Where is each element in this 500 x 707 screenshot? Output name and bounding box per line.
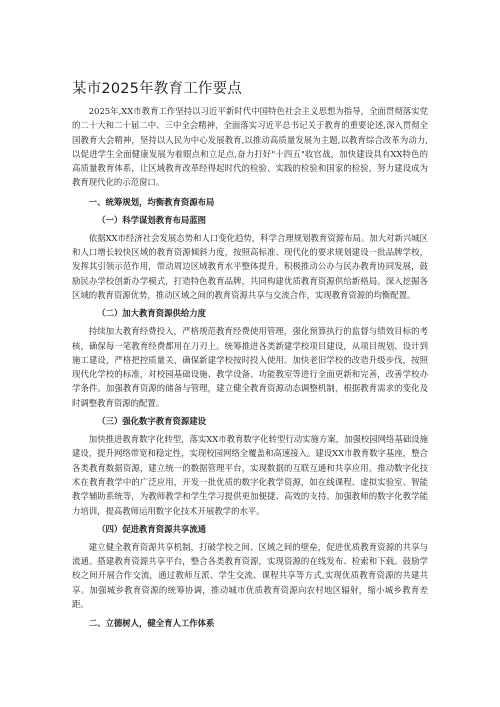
subsection-3-heading: （三）强化数字教育资源建设 <box>97 416 207 427</box>
subsection-3-paragraph: 加快推进教育数字化转型，落实XX市教育数字化转型行动实施方案，加强校园网络基础设施建设，提升网络带宽和稳定性，实现校园网络全覆盖和高速接入。建设XX市教育数字基座，整合各类教育数据资源，建立统一的数据管理平台，实现数据的互联互通和共享应用。推动数字化技术在教育教学中的广泛应用，开发一批优质的数字化教学资源，如在线课程、虚拟实验室、智能教学辅助系统等，为教师教学和学生学习提供更加便捷、高效的支持。加强教师的数字化教学能力培训，提高教师运用数字化技术开展教学的水平。 <box>72 434 428 516</box>
intro-paragraph: 2025年,XX市教育工作坚持以习近平新时代中国特色社会主义思想为指导，全面贯彻落实党的二十大和二十届二中、三中全会精神，全面落实习近平总书记关于教育的重要论述,深入贯彻全国教育大会精神，坚持以人民为中心发展教育,以推动高质量发展为主题,以教育综合改革为动力,以促进学生全面健康发展为着眼点和立足点,奋力打好"十四五"收官战，加快建设具有XX特色的高质量教育体系，让区域教育改革经得起时代的检验、实践的检验和国家的检验，努力建设成为教育现代化的示范窗口。 <box>72 106 428 188</box>
document-title: 某市2025年教育工作要点 <box>72 81 243 97</box>
subsection-1-heading: （一）科学谋划教育布局蓝图 <box>97 214 207 225</box>
subsection-1-paragraph: 依据XX市经济社会发展态势和人口变化趋势，科学合理规划教育资源布局。加大对新兴城区和人口增长较快区域的教育资源倾斜力度，按照高标准、现代化的要求规划建设一批品牌学校，发挥其引领示范作用，带动周边区域教育水平整体提升。积极推动公办与民办教育协同发展，鼓励民办学校创新办学模式，打造特色教育品牌，共同构建优质教育资源供给新格局。深入挖掘各区域的教育资源优势，推动区域之间的教育资源共享与交流合作，实现教育资源的均衡配置。 <box>72 232 428 300</box>
subsection-4-heading: （四）促进教育资源共享流通 <box>97 523 207 534</box>
subsection-4-paragraph: 建立健全教育资源共享机制，打破学校之间、区域之间的壁垒，促进优质教育资源的共享与流通。搭建教育资源共享平台，整合各类教育资源，实现资源的在线发布、检索和下载。鼓励学校之间开展合作交流，通过教师互派、学生交流、课程共享等方式,实现优质教育资源的共建共享。加强城乡教育资源的统筹协调，推动城市优质教育资源向农村地区辐射，缩小城乡教育差距。 <box>72 541 428 610</box>
document-body <box>72 104 428 635</box>
section-1-heading: 一、统筹规划，均衡教育资源布局 <box>88 196 215 207</box>
section-2-heading: 二、立德树人，健全育人工作体系 <box>88 618 215 629</box>
subsection-2-paragraph: 持续加大教育经费投入，严格规范教育经费使用管理，强化预算执行的监督与绩效目标的考核，确保每一笔教育经费都用在刀刃上。统筹推进各类新建学校项目建设，从项目规划、设计到施工建设，严格把控质量关，确保新建学校按时投入使用。加快老旧学校的改造升级步伐，按照现代化学校的标准，对校园基础设施、教学设备、功能教室等进行全面更新和完善，改善学校办学条件。加强教育资源的储备与管理，建立健全教育资源动态调整机制，根据教育需求的变化及时调整教育资源的配置。 <box>72 326 428 408</box>
subsection-2-heading: （二）加大教育资源供给力度 <box>97 308 207 319</box>
